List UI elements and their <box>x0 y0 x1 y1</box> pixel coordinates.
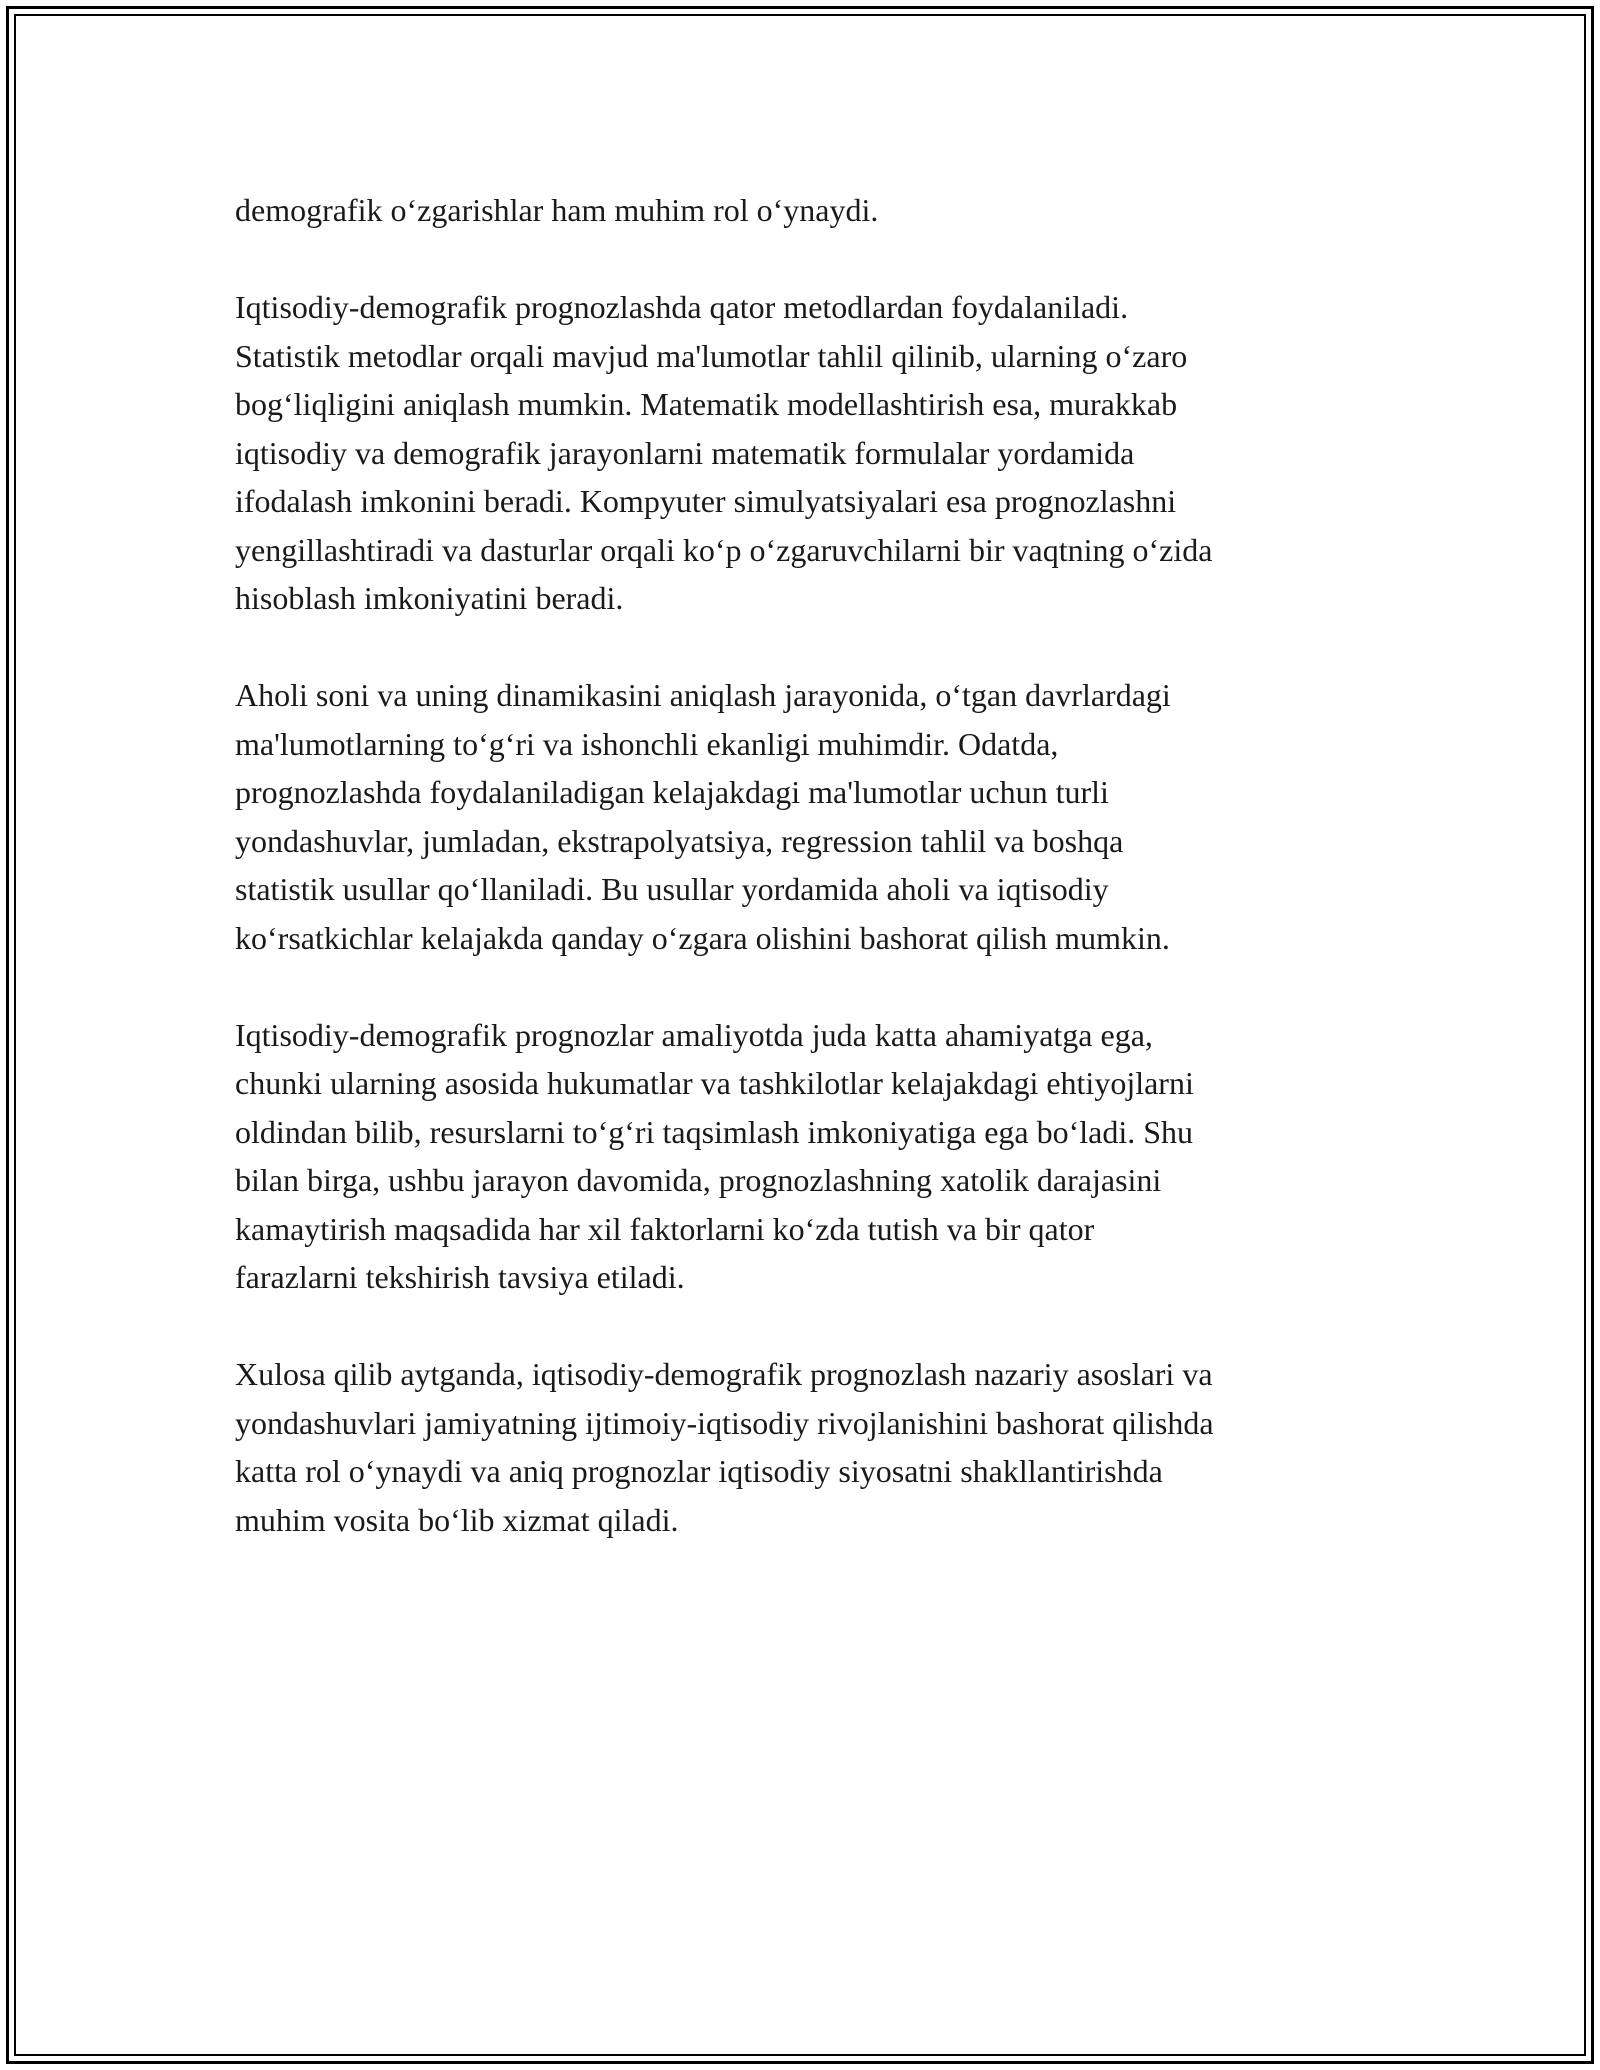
paragraph-3: Aholi soni va uning dinamikasini aniqlash jarayonida, o‘tgan davrlardagi ma'lumotlarning to‘g‘ri va ishonchli ekanligi muhimdir. Odatda, prognozlashda foydalaniladigan kelajakdagi ma'lumotlar uchun turli yondashuvlar, jumladan, ekstrapolyatsiya, regression tahlil va boshqa statistik usullar qo‘llaniladi. Bu usullar yordamida aholi va iqtisodiy ko‘rsatkichlar kelajakda qanday o‘zgara olishini bashorat qilish mumkin. <box>235 677 1171 956</box>
document-body <box>235 186 1375 1593</box>
paragraph-2: Iqtisodiy-demografik prognozlashda qator metodlardan foydalaniladi. Statistik metodlar orqali mavjud ma'lumotlar tahlil qilinib, ularning o‘zaro bog‘liqligini aniqlash mumkin. Matematik modellashtirish esa, murakkab iqtisodiy va demografik jarayonlarni matematik formulalar yordamida ifodalash imkonini beradi. Kompyuter simulyatsiyalari esa prognozlashni yengillashtiradi va dasturlar orqali ko‘p o‘zgaruvchilarni bir vaqtning o‘zida hisoblash imkoniyatini beradi. <box>235 289 1213 616</box>
paragraph-4: Iqtisodiy-demografik prognozlar amaliyotda juda katta ahamiyatga ega, chunki ularning asosida hukumatlar va tashkilotlar kelajakdagi ehtiyojlarni oldindan bilib, resurslarni to‘g‘ri taqsimlash imkoniyatiga ega bo‘ladi. Shu bilan birga, ushbu jarayon davomida, prognozlashning xatolik darajasini kamaytirish maqsadida har xil faktorlarni ko‘zda tutish va bir qator farazlarni tekshirish tavsiya etiladi. <box>235 1016 1194 1295</box>
paragraph-5: Xulosa qilib aytganda, iqtisodiy-demografik prognozlash nazariy asoslari va yondashuvlari jamiyatning ijtimoiy-iqtisodiy rivojlanishini bashorat qilishda katta rol o‘ynaydi va aniq prognozlar iqtisodiy siyosatni shakllantirishda muhim vosita bo‘lib xizmat qiladi. <box>235 1356 1214 1538</box>
paragraph-1: demografik o‘zgarishlar ham muhim rol o‘ynaydi. <box>235 192 879 228</box>
